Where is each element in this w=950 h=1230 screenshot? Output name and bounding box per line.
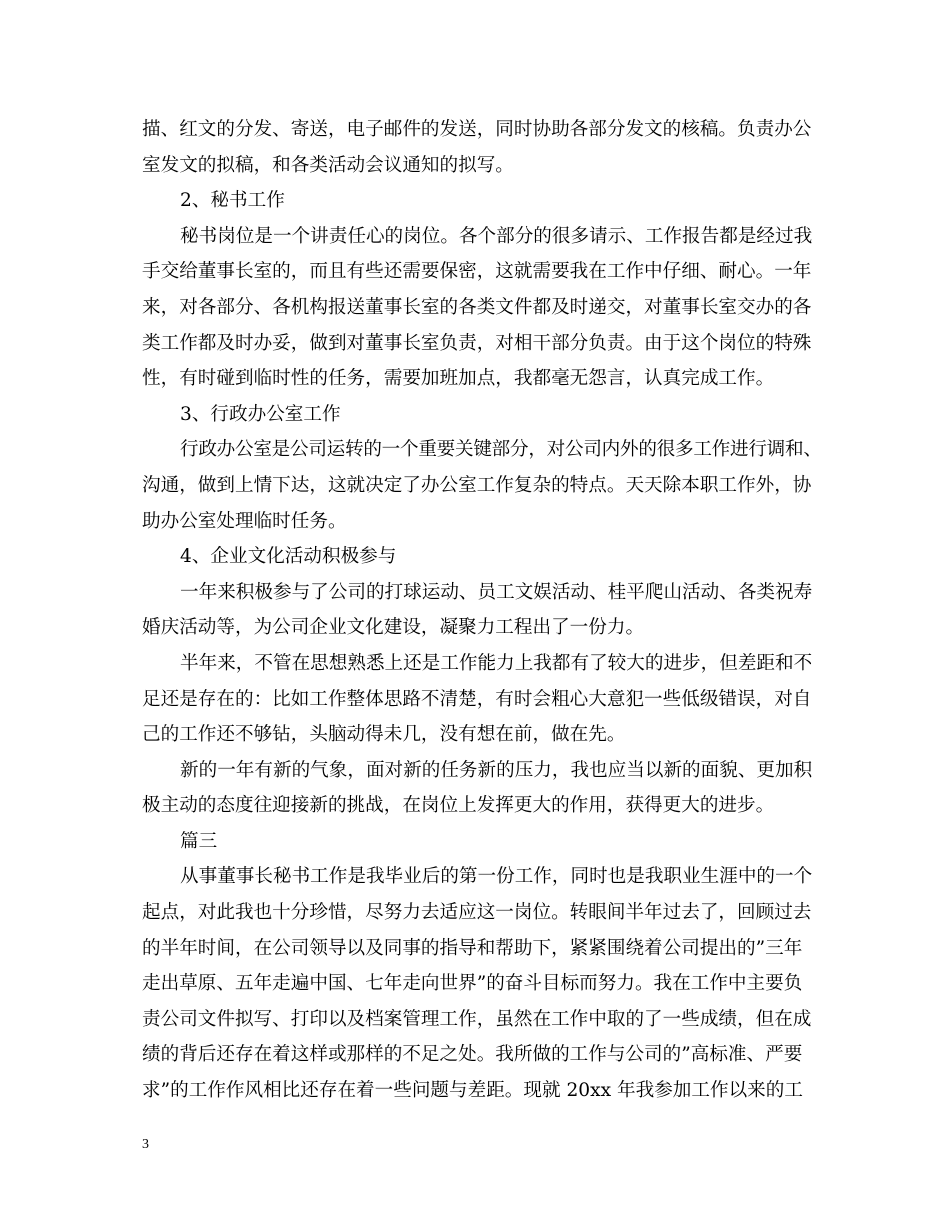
text-line: 起点，对此我也十分珍惜，尽努力去适应这一岗位。转眼间半年过去了，回顾过去 xyxy=(142,902,812,924)
text-line: 婚庆活动等，为公司企业文化建设，凝聚力工程出了一份力。 xyxy=(142,617,645,639)
text-line: 类工作都及时办妥，做到对董事长室负责，对相干部分负责。由于这个岗位的特殊 xyxy=(142,332,812,354)
text-line: 半年来，不管在思想熟悉上还是工作能力上我都有了较大的进步，但差距和不 xyxy=(180,652,813,674)
text-line: 室发文的拟稿，和各类活动会议通知的拟写。 xyxy=(142,154,514,176)
text-line: 足还是存在的：比如工作整体思路不清楚，有时会粗心大意犯一些低级错误，对自 xyxy=(142,688,812,710)
body-text xyxy=(142,112,822,1109)
text-line: 篇三 xyxy=(180,830,218,852)
text-line: 描、红文的分发、寄送，电子邮件的发送，同时协助各部分发文的核稿。负责办公 xyxy=(142,119,812,140)
text-line: 绩的背后还存在着这样或那样的不足之处。我所做的工作与公司的”高标准、严要 xyxy=(142,1044,803,1066)
text-line: 极主动的态度往迎接新的挑战，在岗位上发挥更大的作用，获得更大的进步。 xyxy=(142,795,775,817)
text-line: 新的一年有新的气象，面对新的任务新的压力，我也应当以新的面貌、更加积 xyxy=(180,759,813,781)
text-line: 3、行政办公室工作 xyxy=(180,403,341,425)
text-line: 沟通，做到上情下达，这就决定了办公室工作复杂的特点。天天除本职工作外，协 xyxy=(142,474,812,496)
text-line: 秘书岗位是一个讲责任心的岗位。各个部分的很多请示、工作报告都是经过我 xyxy=(180,225,813,247)
text-line: 的半年时间，在公司领导以及同事的指导和帮助下，紧紧围绕着公司提出的”三年 xyxy=(142,937,803,959)
text-line: 走出草原、五年走遍中国、七年走向世界”的奋斗目标而努力。我在工作中主要负 xyxy=(142,973,803,995)
text-line: 从事董事长秘书工作是我毕业后的第一份工作，同时也是我职业生涯中的一个 xyxy=(180,866,813,888)
text-line: 责公司文件拟写、打印以及档案管理工作，虽然在工作中取的了一些成绩，但在成 xyxy=(142,1008,812,1030)
text-line: 行政办公室是公司运转的一个重要关键部分，对公司内外的很多工作进行调和、 xyxy=(180,439,822,461)
text-line: 来，对各部分、各机构报送董事长室的各类文件都及时递交，对董事长室交办的各 xyxy=(142,296,812,318)
text-line: 手交给董事长室的，而且有些还需要保密，这就需要我在工作中仔细、耐心。一年 xyxy=(142,261,812,283)
text-line: 2、秘书工作 xyxy=(180,190,285,212)
page-number: 3 xyxy=(142,1137,149,1152)
text-line: 一年来积极参与了公司的打球运动、员工文娱活动、桂平爬山活动、各类祝寿 xyxy=(180,581,813,603)
text-line: 助办公室处理临时任务。 xyxy=(142,510,347,532)
text-line: 性，有时碰到临时性的任务，需要加班加点，我都毫无怨言，认真完成工作。 xyxy=(142,368,775,390)
text-line: 4、企业文化活动积极参与 xyxy=(180,546,397,568)
text-line: 求”的工作作风相比还存在着一些问题与差距。现就 20xx 年我参加工作以来的工 xyxy=(142,1080,803,1102)
text-line: 己的工作还不够钻，头脑动得未几，没有想在前，做在先。 xyxy=(142,724,626,746)
